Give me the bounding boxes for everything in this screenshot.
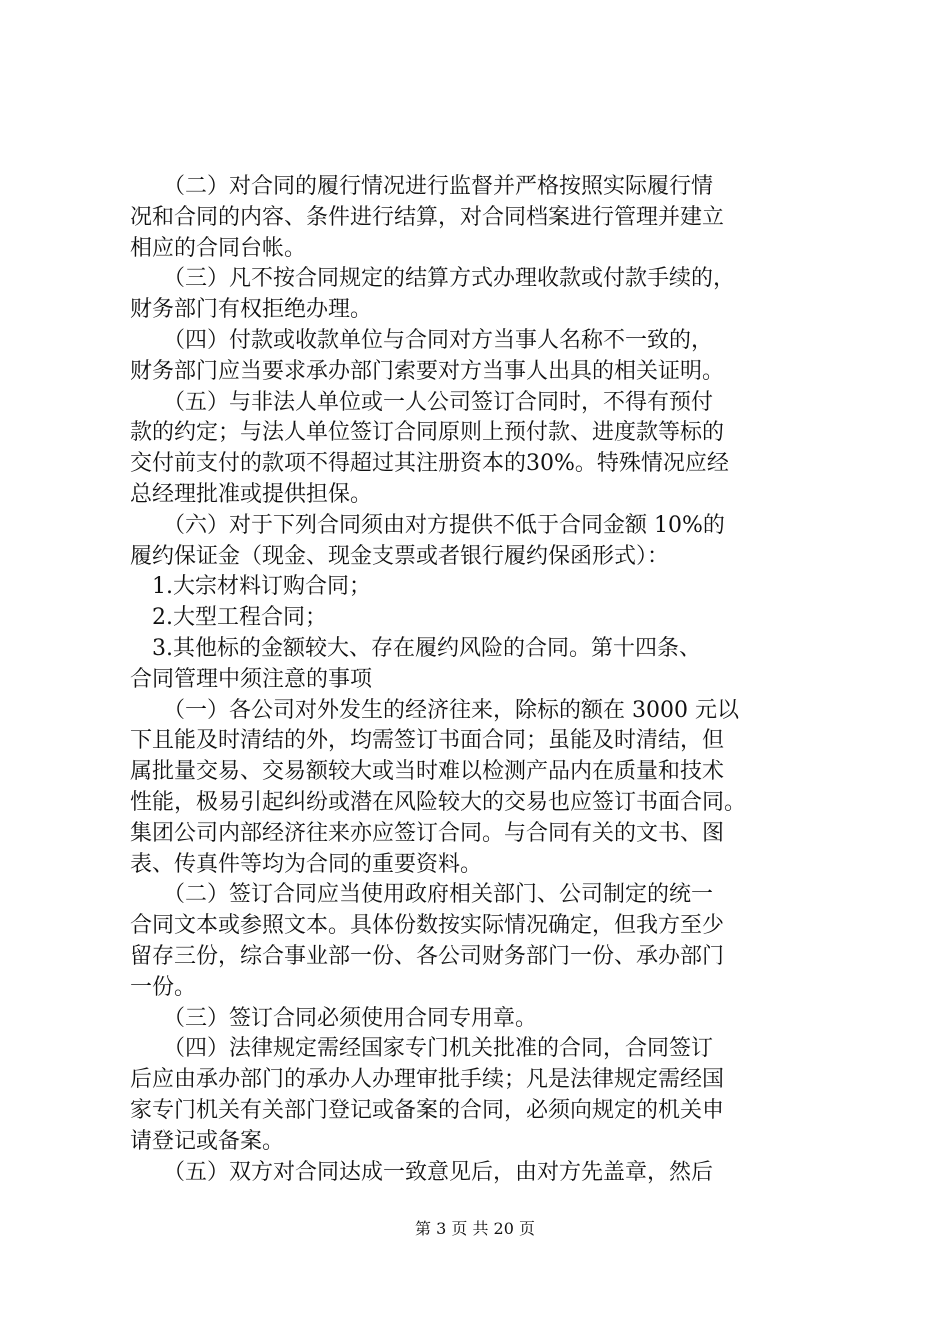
text-line: （二）签订合同应当使用政府相关部门、公司制定的统一 [130,882,714,908]
text-line: 1.大宗材料订购合同； [130,574,371,600]
text-line: 3.其他标的金额较大、存在履约风险的合同。第十四条、 [130,635,701,661]
text-line: （一）各公司对外发生的经济往来，除标的额在 3000 元以 [130,697,739,723]
text-line: （二）对合同的履行情况进行监督并严格按照实际履行情 [130,174,714,199]
text-line: 家专门机关有关部门登记或备案的合同，必须向规定的机关申 [130,1097,725,1123]
document-body [130,172,835,1188]
text-line: 2.大型工程合同； [130,605,327,631]
text-line: 集团公司内部经济往来亦应签订合同。与合同有关的文书、图 [130,820,725,846]
text-line: 性能，极易引起纠纷或潜在风险较大的交易也应签订书面合同。 [130,789,747,815]
text-line: 财务部门应当要求承办部门索要对方当事人出具的相关证明。 [130,358,725,384]
text-line: （五）双方对合同达成一致意见后，由对方先盖章，然后 [130,1159,714,1185]
text-line: 款的约定；与法人单位签订合同原则上预付款、进度款等标的 [130,420,725,446]
text-line: 属批量交易、交易额较大或当时难以检测产品内在质量和技术 [130,759,725,785]
text-line: 履约保证金（现金、现金支票或者银行履约保函形式）： [130,543,670,569]
text-line: 合同文本或参照文本。具体份数按实际情况确定，但我方至少 [130,913,725,939]
text-line: （四）付款或收款单位与合同对方当事人名称不一致的， [130,327,714,353]
text-line: 下且能及时清结的外，均需签订书面合同；虽能及时清结，但 [130,728,725,754]
text-line: 一份。 [130,974,197,1000]
text-line: 财务部门有权拒绝办理。 [130,297,373,323]
text-line: （三）凡不按合同规定的结算方式办理收款或付款手续的， [130,266,736,292]
text-line: 合同管理中须注意的事项 [130,666,373,692]
text-line: 交付前支付的款项不得超过其注册资本的30%。特殊情况应经 [130,451,729,477]
text-line: 总经理批准或提供担保。 [130,481,373,507]
text-line: 况和合同的内容、条件进行结算，对合同档案进行管理并建立 [130,204,725,230]
text-line: 相应的合同台帐。 [130,235,307,261]
text-line: 表、传真件等均为合同的重要资料。 [130,851,483,877]
text-line: 留存三份，综合事业部一份、各公司财务部门一份、承办部门 [130,943,725,969]
text-line: （六）对于下列合同须由对方提供不低于合同金额 10%的 [130,512,725,538]
text-line: （五）与非法人单位或一人公司签订合同时，不得有预付 [130,389,714,415]
text-line: 请登记或备案。 [130,1128,285,1154]
page-number-footer: 第 3 页 共 20 页 [415,1219,535,1238]
text-line: （三）签订合同必须使用合同专用章。 [130,1005,538,1031]
text-line: （四）法律规定需经国家专门机关批准的合同，合同签订 [130,1036,714,1062]
text-line: 后应由承办部门的承办人办理审批手续；凡是法律规定需经国 [130,1067,725,1093]
